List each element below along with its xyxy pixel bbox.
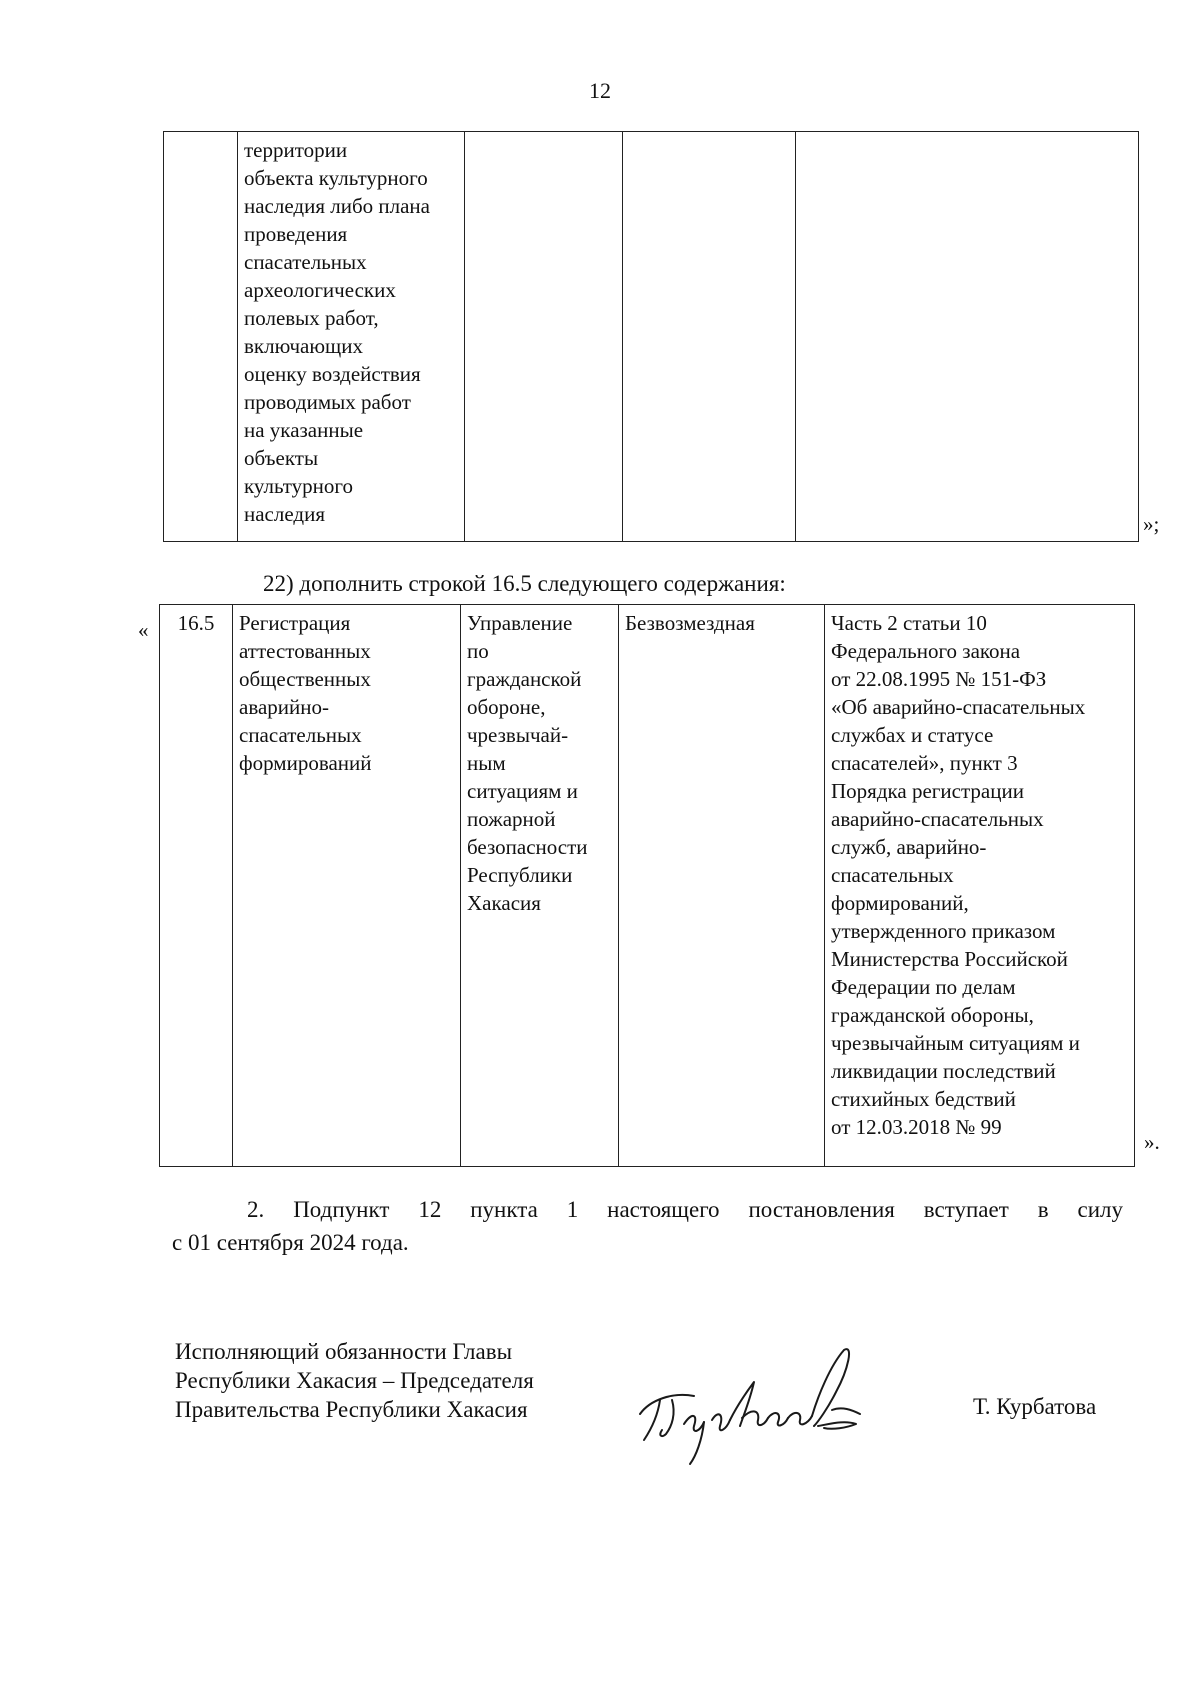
- row-number-cell: 16.5: [160, 605, 233, 1167]
- paragraph-2-line2: с 01 сентября 2024 года.: [172, 1230, 409, 1255]
- new-row-table: [159, 604, 1135, 1167]
- continued-table: [163, 131, 1139, 542]
- opening-quote: «: [138, 618, 149, 642]
- closing-quote-new: ».: [1144, 1130, 1160, 1154]
- paragraph-2: [172, 1193, 1123, 1259]
- signatory-title: Исполняющий обязанности Главы Республики Хакасия – Председателя Правительства Республики Хакасия: [175, 1339, 534, 1422]
- payment-cell: [623, 132, 796, 542]
- legal-basis-cell: Часть 2 статьи 10 Федерального закона от 22.08.1995 № 151-ФЗ «Об аварийно-спасательных службах и статусе спасателей», пункт 3 Порядка регистрации аварийно-спасательных служб, аварийно- спасательных формирований, утвержденного приказом Министерства Российской Федерации по делам гражданской обороны, чрезвычайным ситуациям и ликвидации последствий стихийных бедствий от 12.03.2018 № 99: [825, 605, 1135, 1167]
- payment-cell: Безвозмездная: [619, 605, 825, 1167]
- closing-quote-top: »;: [1143, 512, 1160, 536]
- page-number: 12: [589, 78, 611, 103]
- instruction-text: 22) дополнить строкой 16.5 следующего содержания:: [263, 571, 786, 596]
- paragraph-2-line1: 2. Подпункт 12 пункта 1 настоящего постановления вступает в силу: [247, 1197, 1123, 1222]
- handwritten-signature: [632, 1340, 877, 1470]
- authority-cell: [465, 132, 623, 542]
- legal-basis-cell: [796, 132, 1139, 542]
- authority-cell: Управление по гражданской обороне, чрезвычай- ным ситуациям и пожарной безопасности Республики Хакасия: [461, 605, 619, 1167]
- signer-name: Т. Курбатова: [973, 1394, 1097, 1419]
- table-row: [164, 132, 1139, 542]
- service-name-cell: Регистрация аттестованных общественных аварийно- спасательных формирований: [233, 605, 461, 1167]
- service-name-cell: территории объекта культурного наследия либо плана проведения спасательных археологических полевых работ, включающих оценку воздействия проводимых работ на указанные объекты культурного наследия: [238, 132, 465, 542]
- table-row: [160, 605, 1135, 1167]
- row-number-cell: [164, 132, 238, 542]
